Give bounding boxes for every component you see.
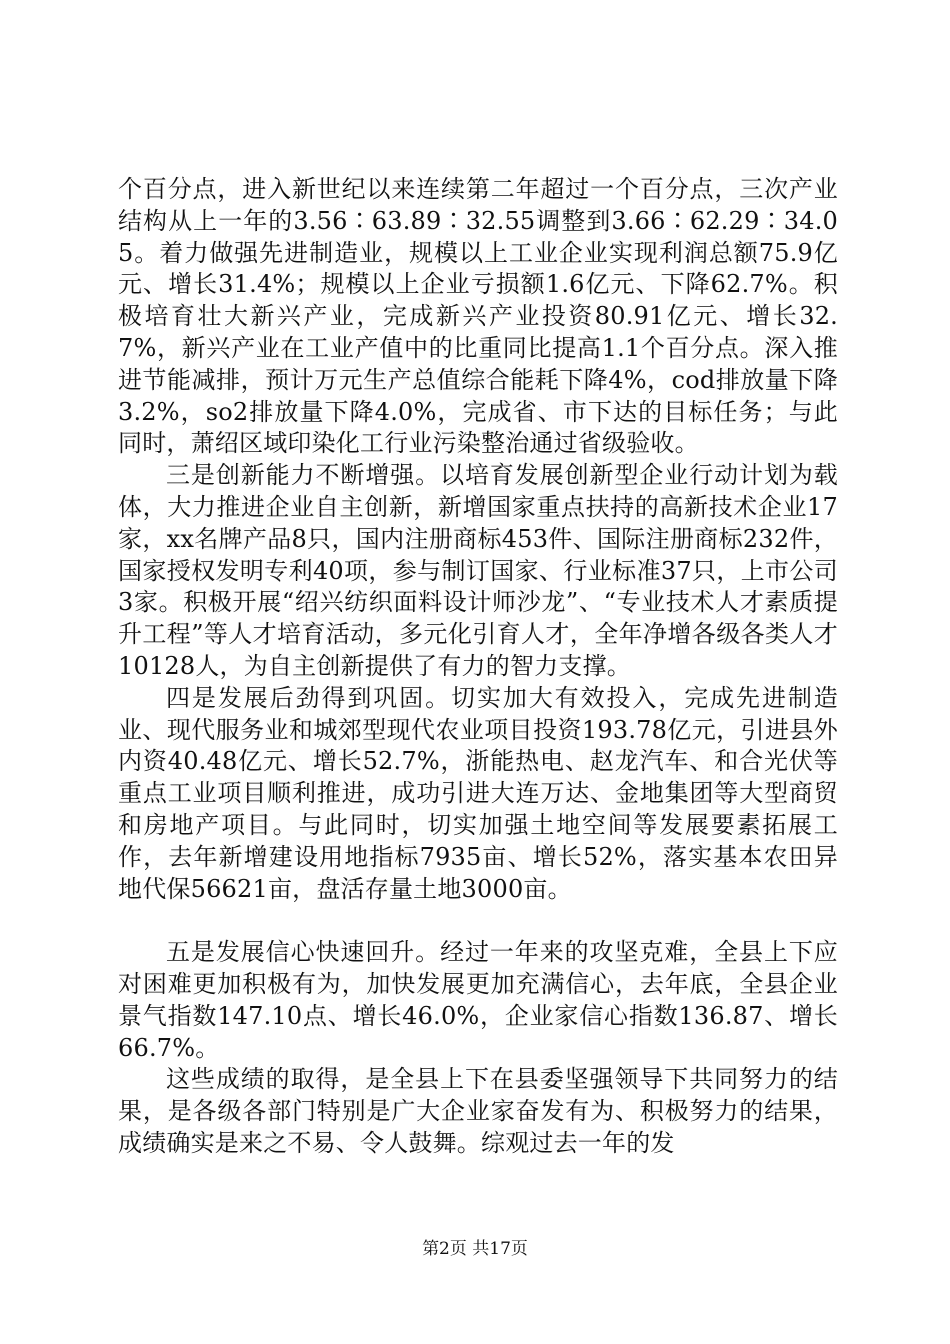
paragraph-achievements: 这些成绩的取得，是全县上下在县委坚强领导下共同努力的结果，是各级各部门特别是广大企业家奋发有为、积极努力的结果，成绩确实是来之不易、令人鼓舞。综观过去一年的发 (118, 1065, 838, 1157)
paragraph-investment: 四是发展后劲得到巩固。切实加大有效投入，完成先进制造业、现代服务业和城郊型现代农业项目投资193.78亿元，引进县外内资40.48亿元、增长52.7%，浙能热电、赵龙汽车、和合光伏等重点工业项目顺利推进，成功引进大连万达、金地集团等大型商贸和房地产项目。与此同时，切实加强土地空间等发展要素拓展工作，去年新增建设用地指标7935亩、增长52%，落实基本农田异地代保56621亩，盘活存量土地3000亩。 (118, 683, 838, 903)
paragraph-confidence: 五是发展信心快速回升。经过一年来的攻坚克难，全县上下应对困难更加积极有为，加快发展更加充满信心，去年底，全县企业景气指数147.10点、增长46.0%，企业家信心指数136.87、增长66.7%。 (118, 938, 838, 1062)
paragraph-industrial-structure: 个百分点，进入新世纪以来连续第二年超过一个百分点，三次产业结构从上一年的3.56∶63.89∶32.55调整到3.66∶62.29∶34.05。着力做强先进制造业，规模以上工业企业实现利润总额75.9亿元、增长31.4%；规模以上企业亏损额1.6亿元、下降62.7%。积极培育壮大新兴产业，完成新兴产业投资80.91亿元、增长32.7%，新兴产业在工业产值中的比重同比提高1.1个百分点。深入推进节能减排，预计万元生产总值综合能耗下降4%，cod排放量下降3.2%，so2排放量下降4.0%，完成省、市下达的目标任务；与此同时，萧绍区域印染化工行业污染整治通过省级验收。 (118, 175, 838, 458)
document-body (118, 174, 838, 1160)
page-number-footer: 第2页 共17页 (422, 1239, 528, 1259)
paragraph-innovation: 三是创新能力不断增强。以培育发展创新型企业行动计划为载体，大力推进企业自主创新，新增国家重点扶持的高新技术企业17家，xx名牌产品8只，国内注册商标453件、国际注册商标232件，国家授权发明专利40项，参与制订国家、行业标准37只，上市公司3家。积极开展“绍兴纺织面料设计师沙龙”、“专业技术人才素质提升工程”等人才培育活动，多元化引育人才，全年净增各级各类人才10128人，为自主创新提供了有力的智力支撑。 (118, 461, 838, 680)
